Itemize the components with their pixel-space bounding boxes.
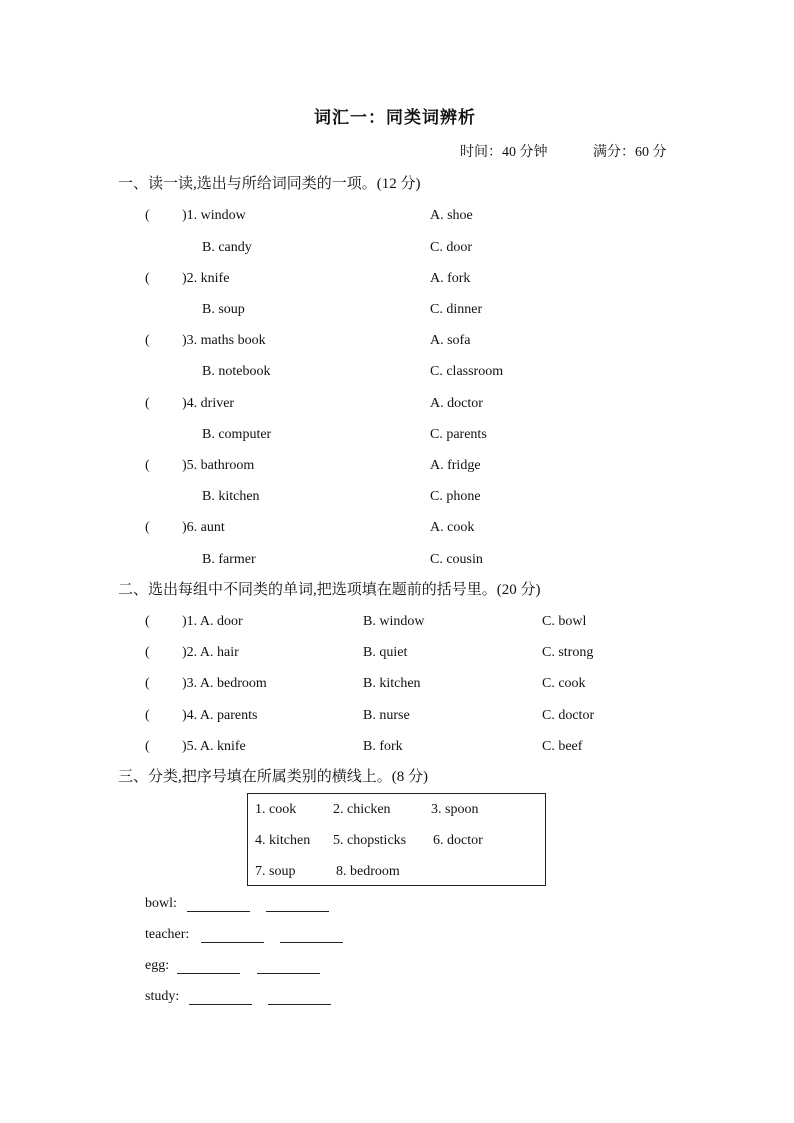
question-stem: )2. knife [182, 271, 230, 286]
option-a: A. fridge [430, 458, 481, 473]
question-stem: )5. A. knife [182, 739, 246, 754]
answer-blank[interactable] [280, 942, 343, 943]
option-b: B. soup [202, 302, 245, 317]
word-bank-item: 7. soup [255, 864, 296, 879]
section2-heading: 二、选出每组中不同类的单词,把选项填在题前的括号里。(20 分) [118, 582, 541, 598]
option-b: B. candy [202, 240, 252, 255]
answer-bracket[interactable]: ( [145, 208, 150, 223]
answer-bracket[interactable]: ( [145, 458, 150, 473]
word-bank-item: 5. chopsticks [333, 833, 407, 848]
word-bank-item: 3. spoon [431, 802, 479, 817]
time-info: 时间：40 分钟 [460, 145, 548, 160]
category-label-bowl: bowl: [145, 896, 177, 911]
answer-bracket[interactable]: ( [145, 520, 150, 535]
option-c: C. phone [430, 489, 481, 504]
section3-heading: 三、分类,把序号填在所属类别的横线上。(8 分) [118, 769, 428, 785]
word-bank-item: 4. kitchen [255, 833, 311, 848]
category-label-study: study: [145, 989, 180, 1004]
answer-bracket[interactable]: ( [145, 333, 150, 348]
question-stem: )1. A. door [182, 614, 243, 629]
option-b: B. kitchen [363, 676, 421, 691]
page-title: 词汇一：同类词辨析 [314, 108, 476, 127]
answer-blank[interactable] [257, 973, 320, 974]
word-bank-item: 8. bedroom [336, 864, 400, 879]
option-c: C. bowl [542, 614, 587, 629]
option-b: B. kitchen [202, 489, 260, 504]
question-stem: )2. A. hair [182, 645, 239, 660]
answer-blank[interactable] [177, 973, 240, 974]
question-stem: )4. driver [182, 396, 235, 411]
option-c: C. door [430, 240, 472, 255]
question-stem: )5. bathroom [182, 458, 255, 473]
answer-blank[interactable] [189, 1004, 252, 1005]
category-label-teacher: teacher: [145, 927, 190, 942]
score-info: 满分：60 分 [593, 145, 667, 160]
answer-bracket[interactable]: ( [145, 739, 150, 754]
option-b: B. nurse [363, 708, 410, 723]
option-b: B. window [363, 614, 425, 629]
option-c: C. dinner [430, 302, 483, 317]
answer-blank[interactable] [268, 1004, 331, 1005]
answer-bracket[interactable]: ( [145, 676, 150, 691]
option-c: C. beef [542, 739, 583, 754]
answer-blank[interactable] [266, 911, 329, 912]
option-a: A. cook [430, 520, 475, 535]
question-stem: )3. maths book [182, 333, 266, 348]
question-stem: )4. A. parents [182, 708, 258, 723]
word-bank-item: 6. doctor [433, 833, 483, 848]
answer-blank[interactable] [201, 942, 264, 943]
option-b: B. fork [363, 739, 403, 754]
option-b: B. farmer [202, 552, 256, 567]
option-b: B. notebook [202, 364, 271, 379]
option-c: C. doctor [542, 708, 595, 723]
answer-bracket[interactable]: ( [145, 271, 150, 286]
question-stem: )3. A. bedroom [182, 676, 267, 691]
section1-heading: 一、读一读,选出与所给词同类的一项。(12 分) [118, 176, 421, 192]
category-label-egg: egg: [145, 958, 170, 973]
option-a: A. fork [430, 271, 471, 286]
question-stem: )1. window [182, 208, 246, 223]
option-c: C. cousin [430, 552, 483, 567]
option-c: C. classroom [430, 364, 504, 379]
option-c: C. cook [542, 676, 586, 691]
option-b: B. quiet [363, 645, 408, 660]
question-stem: )6. aunt [182, 520, 225, 535]
answer-bracket[interactable]: ( [145, 396, 150, 411]
option-a: A. shoe [430, 208, 473, 223]
answer-blank[interactable] [187, 911, 250, 912]
word-bank-item: 2. chicken [333, 802, 391, 817]
option-a: A. doctor [430, 396, 483, 411]
option-a: A. sofa [430, 333, 471, 348]
answer-bracket[interactable]: ( [145, 708, 150, 723]
option-c: C. parents [430, 427, 487, 442]
option-b: B. computer [202, 427, 272, 442]
option-c: C. strong [542, 645, 594, 660]
word-bank-item: 1. cook [255, 802, 297, 817]
answer-bracket[interactable]: ( [145, 645, 150, 660]
answer-bracket[interactable]: ( [145, 614, 150, 629]
